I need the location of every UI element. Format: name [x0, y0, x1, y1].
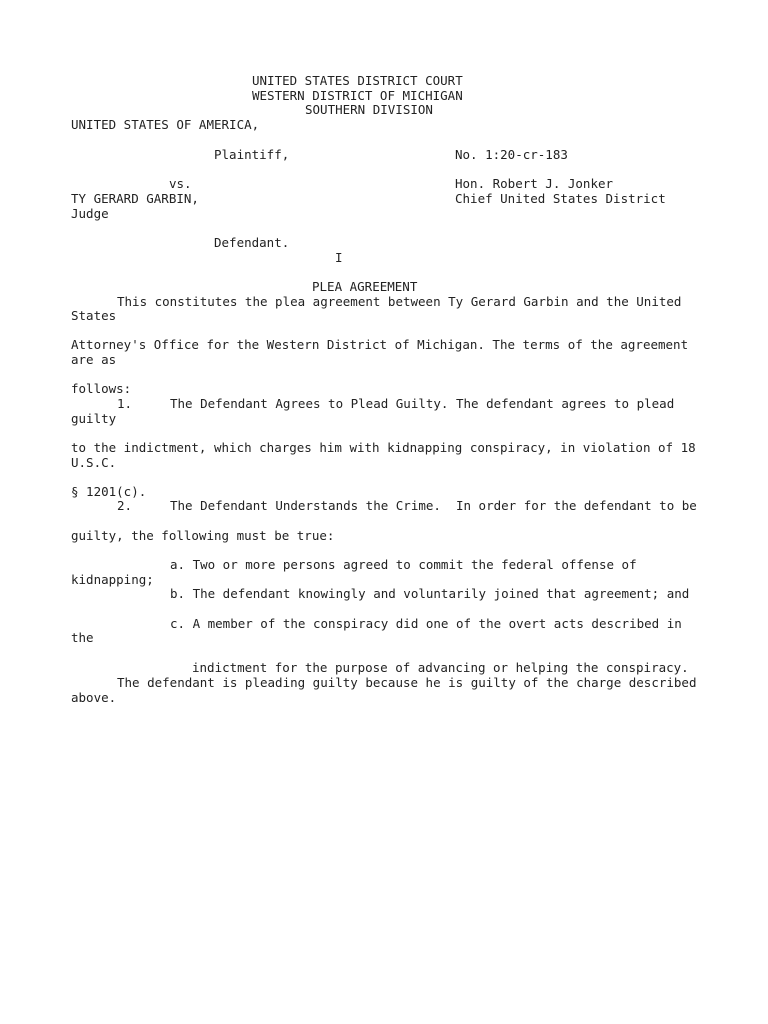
plaintiff-role: Plaintiff, — [214, 147, 290, 162]
paragraph-1-line: § 1201(c). — [71, 484, 147, 499]
closing-line: above. — [71, 690, 117, 705]
closing-line: The defendant is pleading guilty because he is guilty of the charge described — [117, 675, 697, 690]
defendant-name: TY GERARD GARBIN, — [71, 191, 199, 206]
versus-label: vs. — [169, 176, 192, 191]
paragraph-2-line: guilty, the following must be true: — [71, 528, 335, 543]
case-number: No. 1:20-cr-183 — [455, 147, 568, 162]
element-a-line: a. Two or more persons agreed to commit the federal offense of — [170, 557, 637, 572]
element-c-line: indictment for the purpose of advancing or helping the conspiracy. — [192, 660, 689, 675]
paragraph-number: 2. — [117, 498, 133, 513]
intro-line: This constitutes the plea agreement between Ty Gerard Garbin and the United — [117, 294, 682, 309]
intro-line: are as — [71, 352, 117, 367]
caption-divider: I — [335, 250, 343, 265]
paragraph-1-line: to the indictment, which charges him with kidnapping conspiracy, in violation of 18 — [71, 440, 696, 455]
intro-line: States — [71, 308, 117, 323]
element-c-line: the — [71, 630, 94, 645]
document-title: PLEA AGREEMENT — [312, 279, 418, 294]
paragraph-1-line: U.S.C. — [71, 455, 117, 470]
court-name: UNITED STATES DISTRICT COURT — [252, 73, 463, 88]
judge-name: Hon. Robert J. Jonker — [455, 176, 614, 191]
intro-line: follows: — [71, 381, 132, 396]
element-a-line: kidnapping; — [71, 572, 154, 587]
intro-line: Attorney's Office for the Western District of Michigan. The terms of the agreement — [71, 337, 689, 352]
paragraph-number: 1. — [117, 396, 133, 411]
plaintiff-name: UNITED STATES OF AMERICA, — [71, 117, 260, 132]
judge-title: Chief United States District — [455, 191, 666, 206]
paragraph-1-line: The Defendant Agrees to Plead Guilty. The defendant agrees to plead — [170, 396, 675, 411]
judge-title-wrap: Judge — [71, 206, 109, 221]
defendant-role: Defendant. — [214, 235, 290, 250]
element-c-line: c. A member of the conspiracy did one of the overt acts described in — [170, 616, 682, 631]
paragraph-2-line: The Defendant Understands the Crime. In order for the defendant to be — [170, 498, 697, 513]
element-b-line: b. The defendant knowingly and voluntarily joined that agreement; and — [170, 586, 690, 601]
court-district: WESTERN DISTRICT OF MICHIGAN — [252, 88, 463, 103]
court-division: SOUTHERN DIVISION — [305, 102, 433, 117]
paragraph-1-line: guilty — [71, 411, 117, 426]
